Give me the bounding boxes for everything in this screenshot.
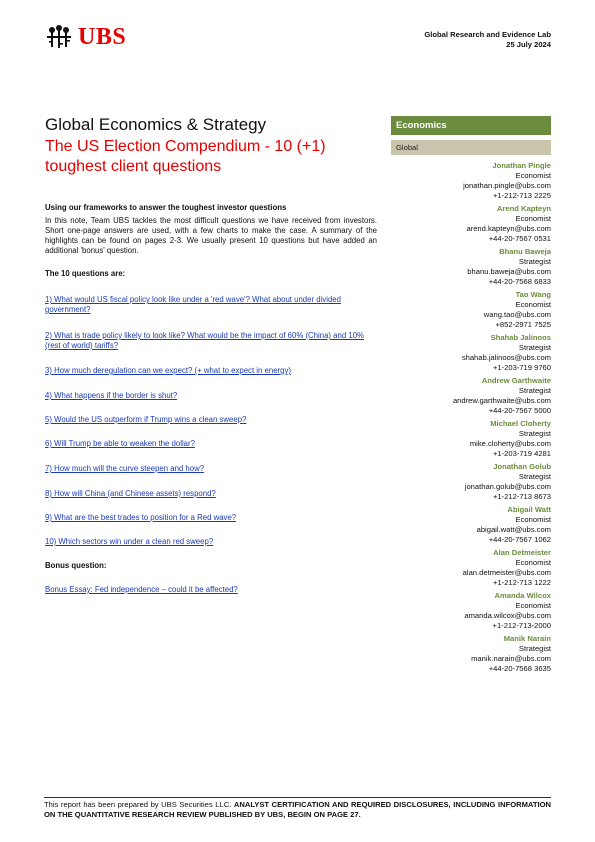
analyst-phone: +44-20-7567 5000 [488,406,551,415]
region-banner: Global [391,140,551,155]
analyst-entry [351,634,551,674]
analyst-name: Shahab Jalinoos [490,333,551,342]
analyst-entry [351,548,551,588]
analyst-name: Michael Cloherty [490,419,551,428]
bonus-question-link[interactable]: Bonus Essay: Fed independence – could it be affected? [45,585,238,594]
analyst-name: Jonathan Golub [493,462,551,471]
analyst-role: Economist [515,300,551,309]
intro-paragraph: In this note, Team UBS tackles the most difficult questions we have received from investors. Short one-page answers are used, with a few charts to make the case. A summary of the highlights can be found on pages 2-3. We usually present 10 questions but have added an additional 'bonus' question. [45,216,377,255]
analyst-email[interactable]: manik.narain@ubs.com [471,654,551,663]
analyst-name: Tao Wang [515,290,551,299]
analyst-email[interactable]: andrew.garthwaite@ubs.com [452,396,551,405]
analyst-entry [351,290,551,330]
analyst-phone: +1-212-713 8673 [492,492,551,501]
analyst-role: Strategist [518,343,551,352]
ubs-keys-icon [44,24,74,50]
analyst-entry [351,505,551,545]
question-link-7[interactable]: 7) How much will the curve steepen and how? [45,464,205,473]
analyst-phone: +44-20-7568 3635 [488,664,551,673]
analyst-role: Strategist [518,386,551,395]
report-header [424,30,551,50]
analyst-entry [351,376,551,416]
question-link-5[interactable]: 5) Would the US outperform if Trump wins a clean sweep? [45,415,247,424]
section-heading: Using our frameworks to answer the toughest investor questions [45,203,287,212]
report-date: 25 July 2024 [506,40,551,49]
footer-bold-text: ANALYST CERTIFICATION AND REQUIRED DISCLOSURES, INCLUDING INFORMATION ON THE QUANTITATIVE RESEARCH REVIEW PUBLISHED BY UBS, BEGIN ON PAGE 27. [44,800,551,819]
analyst-phone: +44-20-7567 0531 [488,234,551,243]
analyst-entry [351,247,551,287]
disclosure-footer [44,800,551,820]
analyst-email[interactable]: shahab.jalinoos@ubs.com [461,353,551,362]
analyst-entry [351,333,551,373]
question-link-4[interactable]: 4) What happens if the border is shut? [45,391,178,400]
analyst-role: Economist [515,171,551,180]
analyst-email[interactable]: arend.kapteyn@ubs.com [466,224,551,233]
page-title: Global Economics & Strategy [45,115,267,134]
question-link-1[interactable]: 1) What would US fiscal policy look like under a 'red wave'? What about under divided government? [45,295,341,314]
question-link-8[interactable]: 8) How will China (and Chinese assets) respond? [45,489,216,498]
research-lab-label: Global Research and Evidence Lab [424,30,551,39]
analyst-name: Arend Kapteyn [496,204,551,213]
analyst-role: Economist [515,601,551,610]
analyst-name: Andrew Garthwaite [481,376,551,385]
analyst-role: Strategist [518,644,551,653]
analyst-phone: +44-20-7568 6833 [488,277,551,286]
analyst-email[interactable]: abigail.watt@ubs.com [476,525,551,534]
analyst-role: Strategist [518,429,551,438]
analyst-email[interactable]: amanda.wilcox@ubs.com [464,611,551,620]
analyst-phone: +852-2971 7525 [495,320,551,329]
analyst-email[interactable]: alan.detmeister@ubs.com [462,568,551,577]
analyst-phone: +44-20-7567 1062 [488,535,551,544]
ubs-logo [44,24,126,50]
analyst-entry [351,204,551,244]
analyst-role: Economist [515,214,551,223]
analyst-entry [351,161,551,201]
questions-heading: The 10 questions are: [45,269,126,278]
question-link-9[interactable]: 9) What are the best trades to position for a Red wave? [45,513,237,522]
analyst-name: Alan Detmeister [493,548,551,557]
analyst-entry [351,419,551,459]
analyst-phone: +1-212-713 1222 [492,578,551,587]
footer-lead-text: This report has been prepared by UBS Securities LLC. [44,800,234,809]
analyst-email[interactable]: jonathan.pingle@ubs.com [463,181,551,190]
question-link-3[interactable]: 3) How much deregulation can we expect? (+ what to expect in energy) [45,366,291,375]
analyst-role: Economist [515,558,551,567]
question-link-6[interactable]: 6) Will Trump be able to weaken the dollar? [45,439,195,448]
analyst-phone: +1-212-713 2225 [492,191,551,200]
analyst-entry [351,462,551,502]
analyst-role: Strategist [518,257,551,266]
category-banner: Economics [391,116,551,135]
analyst-name: Abigail Watt [507,505,551,514]
analyst-entry [351,591,551,631]
analyst-name: Jonathan Pingle [492,161,551,170]
analyst-name: Manik Narain [503,634,551,643]
footer-divider [44,797,551,798]
analyst-name: Bhanu Baweja [499,247,551,256]
question-link-2[interactable]: 2) What is trade policy likely to look like? What would be the impact of 60% (China) and 10% (rest of world) tariffs? [45,331,364,350]
bonus-heading: Bonus question: [45,561,107,570]
analyst-email[interactable]: jonathan.golub@ubs.com [464,482,551,491]
report-subtitle: The US Election Compendium - 10 (+1) toughest client questions [45,138,326,175]
analyst-role: Strategist [518,472,551,481]
analyst-email[interactable]: mike.cloherty@ubs.com [469,439,551,448]
analyst-phone: +1-203-719 4281 [492,449,551,458]
analyst-phone: +1-203-719 9760 [492,363,551,372]
analyst-email[interactable]: bhanu.baweja@ubs.com [467,267,551,276]
analyst-list [351,161,551,677]
brand-wordmark: UBS [78,24,127,50]
analyst-name: Amanda Wilcox [494,591,551,600]
analyst-phone: +1-212-713-2000 [492,621,551,630]
analyst-email[interactable]: wang.tao@ubs.com [483,310,551,319]
question-link-10[interactable]: 10) Which sectors win under a clean red sweep? [45,537,214,546]
analyst-role: Economist [515,515,551,524]
